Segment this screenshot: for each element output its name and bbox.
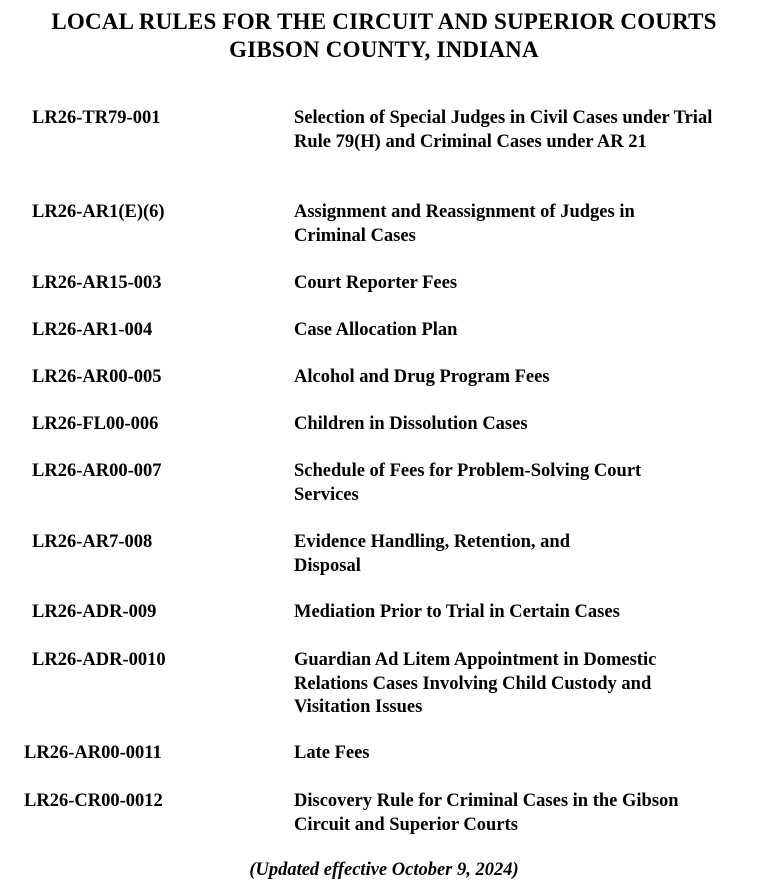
rule-code: LR26-FL00-006 (32, 414, 159, 434)
rule-title: Guardian Ad Litem Appointment in Domestic Relations Cases Involving Child Custody and Visitation Issues (294, 650, 657, 717)
updated-effective-note: (Updated effective October 9, 2024) (249, 860, 519, 880)
rule-code: LR26-AR15-003 (32, 273, 162, 293)
rule-title: Mediation Prior to Trial in Certain Cases (294, 602, 620, 622)
rule-title: Schedule of Fees for Problem-Solving Court Services (294, 461, 642, 505)
title-line-1: LOCAL RULES FOR THE CIRCUIT AND SUPERIOR COURTS (51, 9, 717, 34)
document-title (0, 8, 768, 64)
rule-code: LR26-AR1-004 (32, 320, 153, 340)
rule-title: Evidence Handling, Retention, and Disposal (294, 532, 571, 576)
rule-code: LR26-AR7-008 (32, 532, 153, 552)
rule-title: Case Allocation Plan (294, 320, 458, 340)
rule-code: LR26-ADR-0010 (32, 650, 166, 670)
rule-title: Alcohol and Drug Program Fees (294, 367, 550, 387)
title-line-2: GIBSON COUNTY, INDIANA (229, 37, 539, 62)
rule-title: Selection of Special Judges in Civil Cases under Trial Rule 79(H) and Criminal Cases under AR 21 (294, 108, 713, 152)
rule-code: LR26-AR1(E)(6) (32, 202, 165, 222)
rule-title: Assignment and Reassignment of Judges in Criminal Cases (294, 202, 635, 246)
rule-code: LR26-CR00-0012 (24, 791, 163, 811)
rule-code: LR26-AR00-005 (32, 367, 162, 387)
rule-code: LR26-AR00-007 (32, 461, 162, 481)
rule-code: LR26-ADR-009 (32, 602, 157, 622)
rule-title: Court Reporter Fees (294, 273, 458, 293)
rule-code: LR26-AR00-0011 (24, 743, 162, 763)
rule-title: Discovery Rule for Criminal Cases in the Gibson Circuit and Superior Courts (294, 791, 679, 835)
rule-title: Late Fees (294, 743, 370, 763)
rule-title: Children in Dissolution Cases (294, 414, 528, 434)
rule-code: LR26-TR79-001 (32, 108, 161, 128)
